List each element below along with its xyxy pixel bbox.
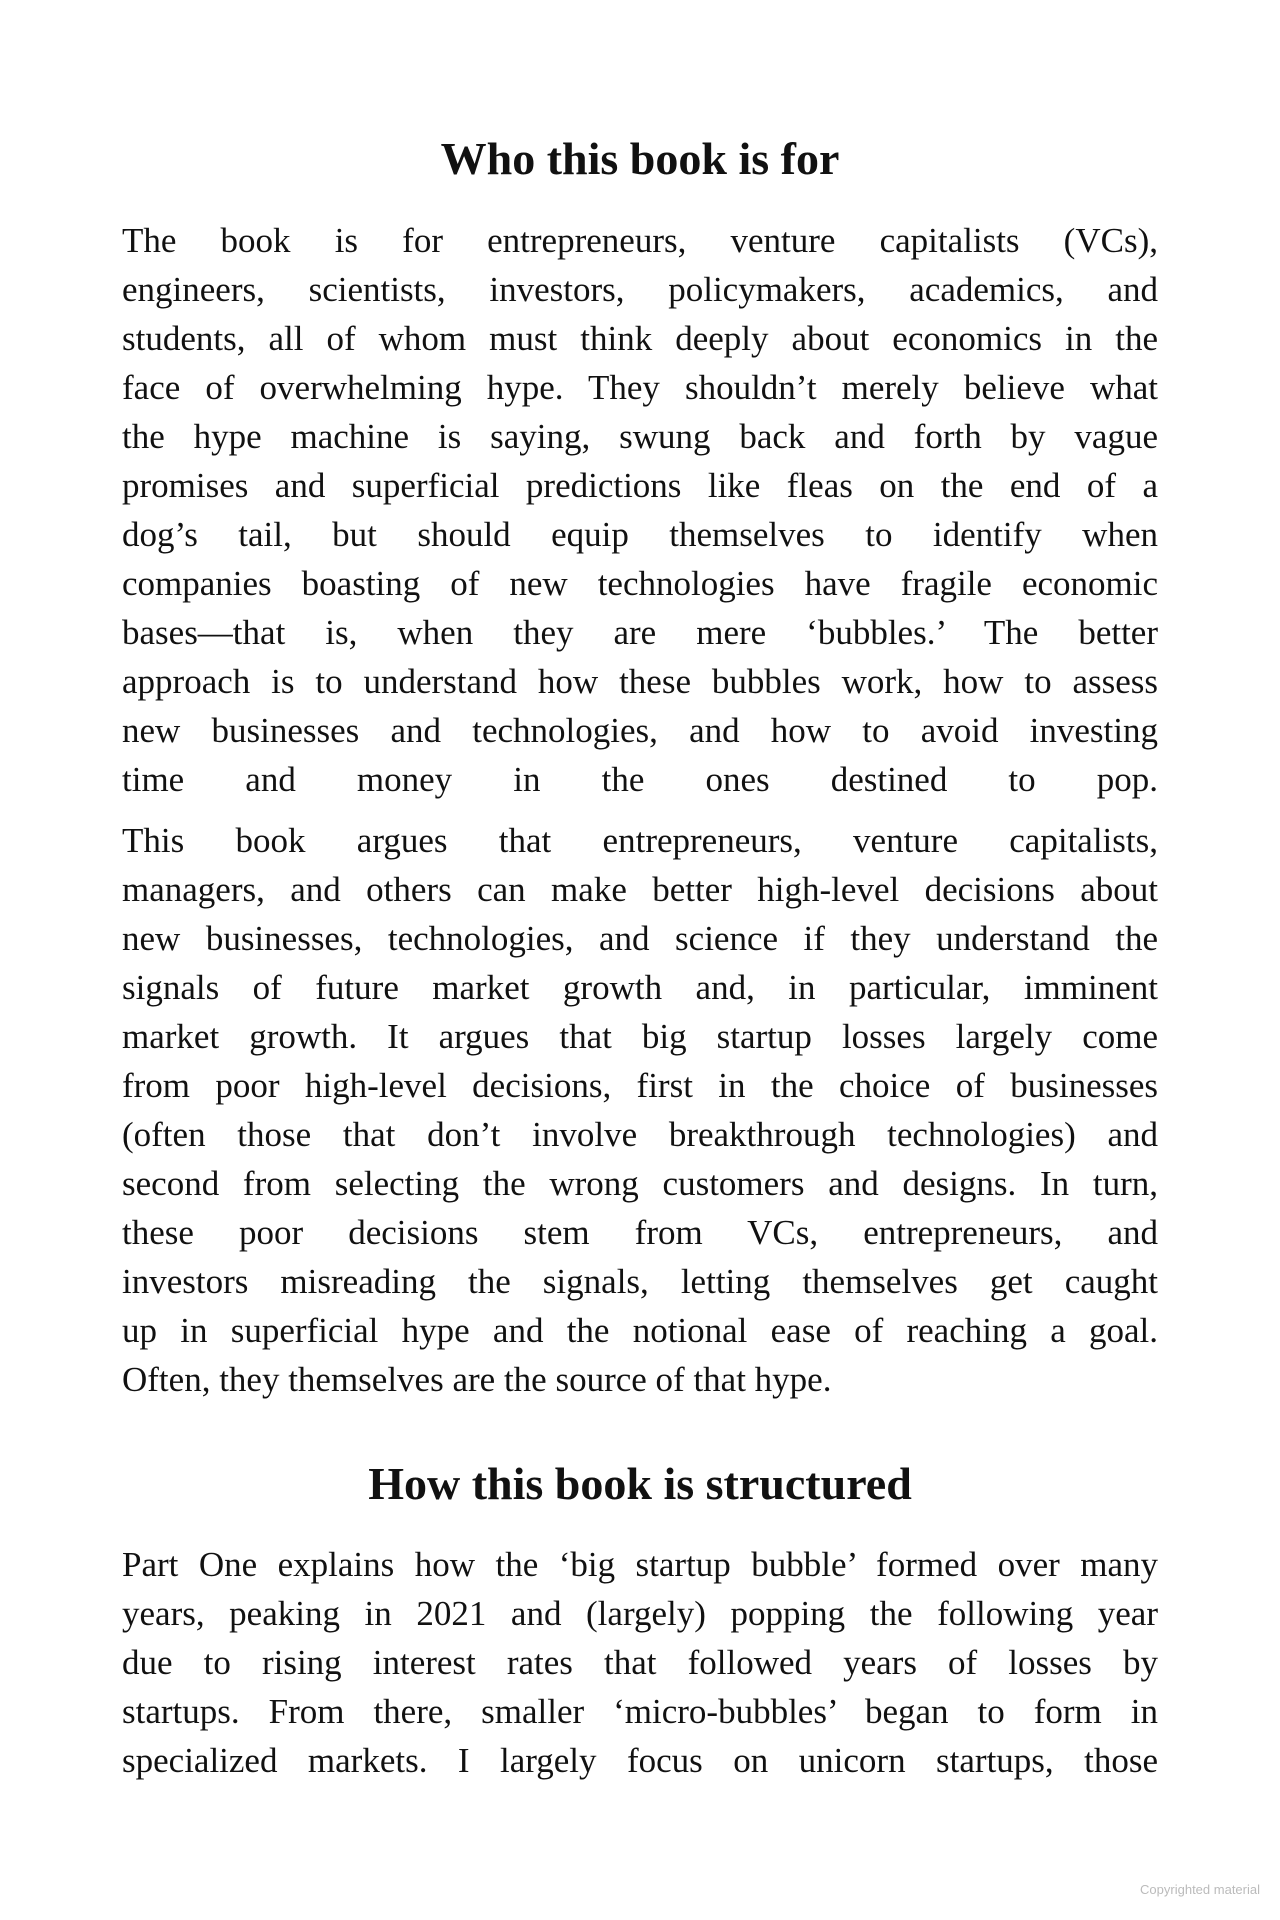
text-line: startups. From there, smaller ‘micro-bubbles’ began to form in	[122, 1692, 1158, 1731]
text-line: Part One explains how the ‘big startup bubble’ formed over many	[122, 1545, 1158, 1584]
text-line: years, peaking in 2021 and (largely) popping the following year	[122, 1594, 1158, 1633]
copyright-watermark: Copyrighted material	[1140, 1882, 1260, 1897]
text-line: engineers, scientists, investors, policymakers, academics, and	[122, 270, 1158, 309]
text-line: time and money in the ones destined to pop.	[122, 760, 1158, 799]
text-line: second from selecting the wrong customers and designs. In turn,	[122, 1164, 1158, 1203]
text-line: students, all of whom must think deeply about economics in the	[122, 319, 1158, 358]
text-line: dog’s tail, but should equip themselves to identify when	[122, 515, 1158, 554]
text-line: face of overwhelming hype. They shouldn’t merely believe what	[122, 368, 1158, 407]
text-line: The book is for entrepreneurs, venture capitalists (VCs),	[122, 221, 1158, 260]
text-line: the hype machine is saying, swung back and forth by vague	[122, 417, 1158, 456]
text-line: approach is to understand how these bubbles work, how to assess	[122, 662, 1158, 701]
text-line: managers, and others can make better high-level decisions about	[122, 870, 1158, 909]
text-line: signals of future market growth and, in particular, imminent	[122, 968, 1158, 1007]
paragraph-1	[122, 216, 1158, 804]
text-line: up in superficial hype and the notional ease of reaching a goal.	[122, 1311, 1158, 1350]
text-line: due to rising interest rates that followed years of losses by	[122, 1643, 1158, 1682]
paragraph-3	[122, 1540, 1158, 1785]
text-line: investors misreading the signals, letting themselves get caught	[122, 1262, 1158, 1301]
text-line: market growth. It argues that big startup losses largely come	[122, 1017, 1158, 1056]
text-line: Often, they themselves are the source of that hype.	[122, 1360, 832, 1399]
text-line: specialized markets. I largely focus on unicorn startups, those	[122, 1741, 1158, 1780]
text-line: new businesses, technologies, and science if they understand the	[122, 919, 1158, 958]
text-line: This book argues that entrepreneurs, venture capitalists,	[122, 821, 1158, 860]
section-heading-who-this-book-is-for: Who this book is for	[440, 133, 840, 184]
text-line: (often those that don’t involve breakthrough technologies) and	[122, 1115, 1158, 1154]
section-heading-how-this-book-is-structured: How this book is structured	[368, 1458, 912, 1509]
text-line: from poor high-level decisions, first in the choice of businesses	[122, 1066, 1158, 1105]
text-line: these poor decisions stem from VCs, entrepreneurs, and	[122, 1213, 1158, 1252]
text-line: companies boasting of new technologies have fragile economic	[122, 564, 1158, 603]
paragraph-2	[122, 816, 1158, 1404]
text-line: new businesses and technologies, and how to avoid investing	[122, 711, 1158, 750]
text-line: promises and superficial predictions like fleas on the end of a	[122, 466, 1158, 505]
text-line: bases—that is, when they are mere ‘bubbles.’ The better	[122, 613, 1158, 652]
